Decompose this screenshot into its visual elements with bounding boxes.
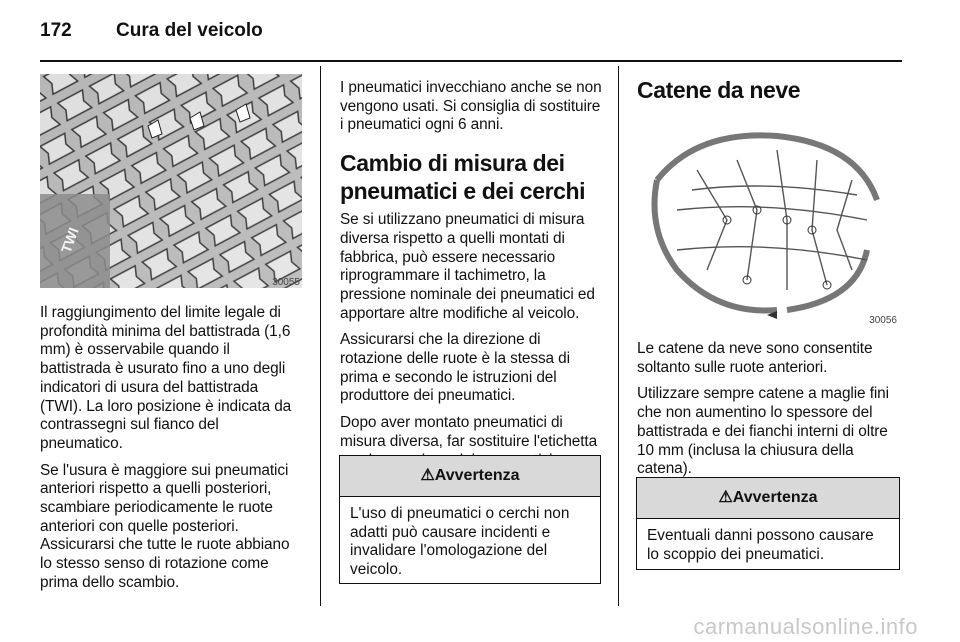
paragraph: Assicurarsi che la direzione di rotazione delle ruote è la stessa di prima e secondo le istruzioni del produttore dei pneumatici. <box>340 331 570 405</box>
tire-tread-illustration <box>40 74 302 288</box>
twi-marking: TWI <box>57 225 82 256</box>
warning-title: Avvertenza <box>434 467 520 484</box>
paragraph: Se l'usura è maggiore sui pneumatici anteriori rispetto a quelli posteriori, scambiare periodicamente le ruote anteriori con quelle posteriori. Assicurarsi che tutte le ruote abbiano lo stesso senso di rotazione come prima dello scambio. <box>40 461 290 591</box>
warning-box <box>339 455 601 584</box>
warning-text: Eventuali danni possono causare lo scoppio dei pneumatici. <box>647 527 874 563</box>
snow-chains-illustration <box>637 110 899 326</box>
warning-header <box>340 456 600 497</box>
warning-icon: ⚠ <box>718 489 733 506</box>
paragraph: I pneumatici invecchiano anche se non vengono usati. Si consiglia di sostituire i pneumatici ogni 6 anni. <box>340 79 602 134</box>
column-divider-2 <box>618 66 619 606</box>
figure-number: 30055 <box>272 277 300 288</box>
paragraph: Le catene da neve sono consentite soltanto sulle ruote anteriori. <box>637 340 873 376</box>
paragraph: Se si utilizzano pneumatici di misura diversa rispetto a quelli montati di fabbrica, può essere necessario riprogrammare il tachimetro, la pressione nominale dei pneumatici ed apportare altre modifiche al veicolo. <box>340 211 595 322</box>
header-rule <box>40 60 902 62</box>
page-number: 172 <box>40 20 72 41</box>
figure-number: 30056 <box>869 315 897 326</box>
page-header <box>40 20 263 42</box>
page-title: Cura del veicolo <box>116 20 263 41</box>
paragraph: Dopo aver montato pneumatici di misura diversa, far sostituire l'etichetta <box>340 414 598 450</box>
warning-box <box>636 477 900 570</box>
warning-title: Avvertenza <box>732 489 818 506</box>
right-column-text <box>637 340 901 487</box>
snow-chains-drawing <box>637 110 899 326</box>
section-heading: Cambio di misura dei pneumatici e dei cerchi <box>340 150 586 205</box>
middle-column-text <box>340 79 604 478</box>
paragraph: Il raggiungimento del limite legale di profondità minima del battistrada (1,6 mm) è osservabile quando il battistrada è usurato fino a uno degli indicatori di usura del battistrada (TWI). La loro posizione è indicata da contrassegni sul fianco del pneumatico. <box>40 304 292 452</box>
paragraph: Utilizzare sempre catene a maglie fini che non aumentino lo spessore del battistrada e dei fianchi interni di oltre 10 mm (inclusa la chiusura della catena). <box>637 385 889 478</box>
left-column-text <box>40 304 304 601</box>
watermark: carmanualsonline.info <box>693 614 918 639</box>
tire-tread-drawing <box>40 74 302 288</box>
warning-text: L'uso di pneumatici o cerchi non adatti può causare incidenti e invalidare l'omologazione del veicolo. <box>350 505 570 579</box>
column-divider-1 <box>320 66 321 606</box>
section-heading: Catene da neve <box>637 77 801 103</box>
right-column-heading <box>637 76 901 110</box>
warning-icon: ⚠ <box>420 467 435 484</box>
warning-header <box>637 478 899 519</box>
